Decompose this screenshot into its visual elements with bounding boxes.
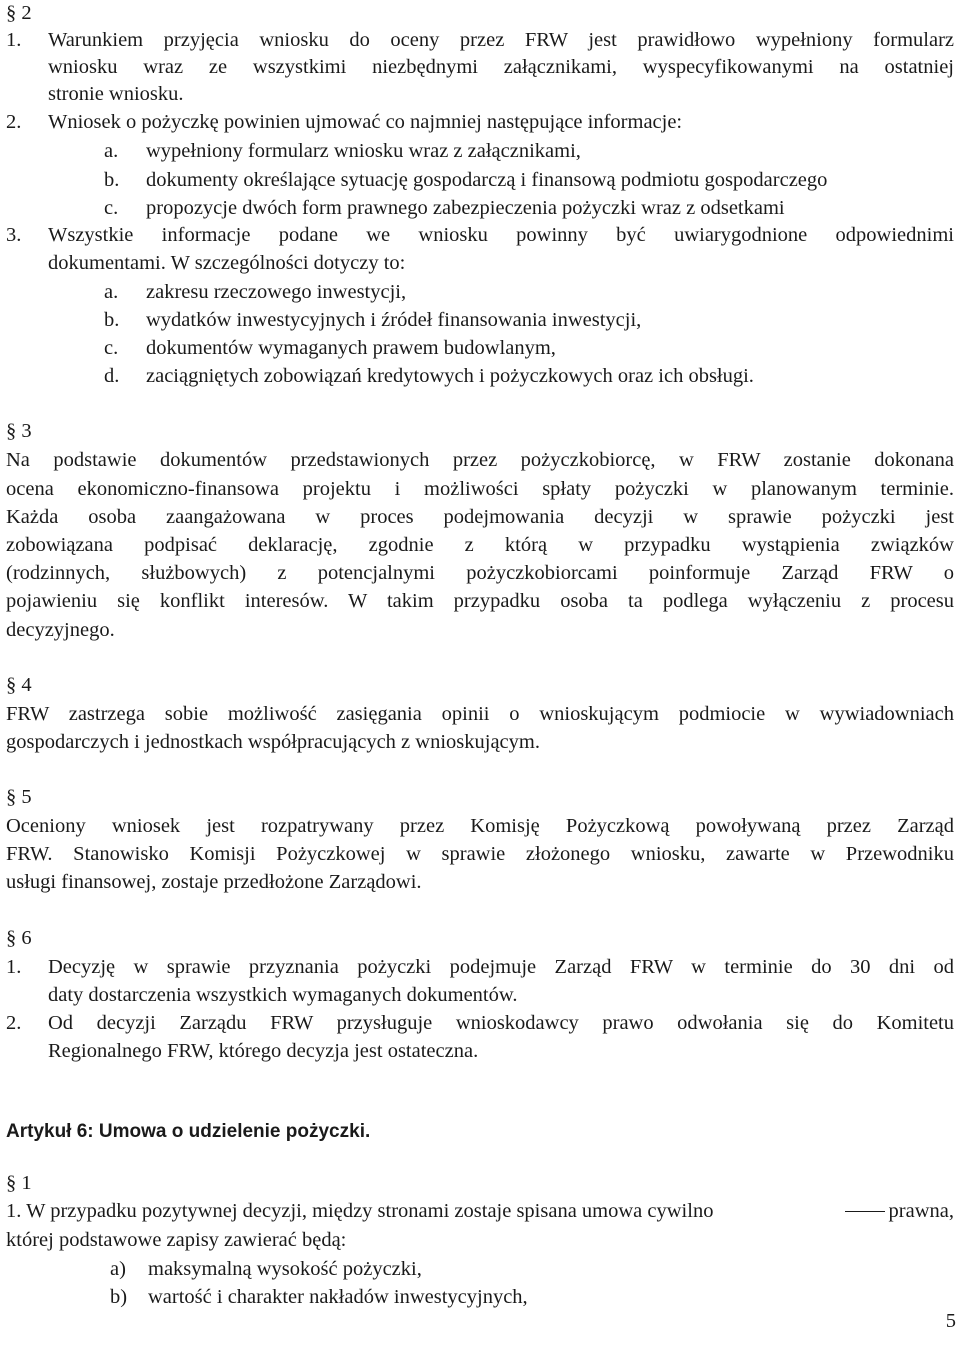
s2-item-3d-label: d. [104, 365, 120, 387]
s2-item-3b-text: wydatków inwestycyjnych i źródeł finansowania inwestycji, [146, 309, 642, 331]
s5-line-1: Oceniony wniosek jest rozpatrywany przez Komisję Pożyczkową powoływaną przez Zarząd [6, 815, 954, 837]
s2-item-3d-text: zaciągniętych zobowiązań kredytowych i pożyczkowych oraz ich obsługi. [146, 365, 754, 387]
s3-line-1: Na podstawie dokumentów przedstawionych przez pożyczkobiorcę, w FRW zostanie dokonana [6, 449, 954, 471]
section-5-heading: § 5 [6, 786, 32, 808]
s2-item-2a-label: a. [104, 140, 119, 162]
s6-item-2-number: 2. [6, 1012, 22, 1034]
s3-line-2: ocena ekonomiczno-finansowa projektu i możliwości spłaty pożyczki w planowanym terminie. [6, 478, 954, 500]
article-heading: Artykuł 6: Umowa o udzielenie pożyczki. [6, 1121, 371, 1142]
s5-line-2: FRW. Stanowisko Komisji Pożyczkowej w sprawie złożonego wniosku, zawarte w Przewodniku [6, 843, 954, 865]
s2-item-2c-text: propozycje dwóch form prawnego zabezpieczenia pożyczki wraz z odsetkami [146, 197, 785, 219]
s2-item-3-line-2: dokumentami. W szczególności dotyczy to: [48, 252, 406, 274]
s3-line-3: Każda osoba zaangażowana w proces podejmowania decyzji w sprawie pożyczki jest [6, 506, 954, 528]
article-item-b-text: wartość i charakter nakładów inwestycyjnych, [148, 1286, 528, 1308]
s2-item-3c-text: dokumentów wymaganych prawem budowlanym, [146, 337, 556, 359]
s6-item-2-line-2: Regionalnego FRW, którego decyzja jest ostateczna. [48, 1040, 479, 1062]
s4-line-1: FRW zastrzega sobie możliwość zasięgania opinii o wnioskującym podmiocie w wywiadowniach [6, 703, 954, 725]
article-item-b-label: b) [110, 1286, 128, 1308]
s2-item-2b-text: dokumenty określające sytuację gospodarczą i finansową podmiotu gospodarczego [146, 169, 828, 191]
s6-item-1-line-1: Decyzję w sprawie przyznania pożyczki podejmuje Zarząd FRW w terminie do 30 dni od [48, 956, 954, 978]
s3-line-6: pojawieniu się konflikt interesów. W takim przypadku osoba ta podlega wyłączeniu z procesu [6, 590, 954, 612]
s2-item-3b-label: b. [104, 309, 120, 331]
s5-line-3: usługi finansowej, zostaje przedłożone Zarządowi. [6, 871, 422, 893]
s2-item-1-number: 1. [6, 29, 22, 51]
article-line-1-text: 1. W przypadku pozytywnej decyzji, między stronami zostaje spisana umowa cywilno [6, 1200, 714, 1222]
s2-item-2c-label: c. [104, 197, 119, 219]
s2-item-1-line-2: wniosku wraz ze wszystkimi niezbędnymi załącznikami, wyspecyfikowanymi na ostatniej [48, 56, 954, 78]
s3-line-7: decyzyjnego. [6, 619, 115, 641]
em-dash [845, 1211, 885, 1212]
s2-item-3-number: 3. [6, 224, 22, 246]
section-4-heading: § 4 [6, 674, 32, 696]
s6-item-1-number: 1. [6, 956, 22, 978]
s2-item-1-line-3: stronie wniosku. [48, 83, 184, 105]
article-line-1 [6, 1198, 954, 1224]
s6-item-2-line-1: Od decyzji Zarządu FRW przysługuje wnioskodawcy prawo odwołania się do Komitetu [48, 1012, 954, 1034]
article-item-a-text: maksymalną wysokość pożyczki, [148, 1258, 422, 1280]
s3-line-5: (rodzinnych, służbowych) z potencjalnymi pożyczkobiorcami poinformuje Zarząd FRW o [6, 562, 954, 584]
article-line-2: której podstawowe zapisy zawierać będą: [6, 1229, 347, 1251]
article-line-1-tail [841, 1198, 954, 1224]
s2-item-3-line-1: Wszystkie informacje podane we wniosku powinny być uwiarygodnione odpowiednimi [48, 224, 954, 246]
s2-item-2-text: Wniosek o pożyczkę powinien ujmować co najmniej następujące informacje: [48, 111, 683, 133]
s2-item-2a-text: wypełniony formularz wniosku wraz z załącznikami, [146, 140, 581, 162]
article-section-1-heading: § 1 [6, 1172, 32, 1194]
s4-line-2: gospodarczych i jednostkach współpracujących z wnioskującym. [6, 731, 540, 753]
s2-item-2b-label: b. [104, 169, 120, 191]
section-3-heading: § 3 [6, 420, 32, 442]
s6-item-1-line-2: daty dostarczenia wszystkich wymaganych dokumentów. [48, 984, 518, 1006]
s2-item-3c-label: c. [104, 337, 119, 359]
article-item-a-label: a) [110, 1258, 126, 1280]
s3-line-4: zobowiązana podpisać deklarację, zgodnie z którą w przypadku wystąpienia związków [6, 534, 954, 556]
page-number: 5 [945, 1310, 956, 1332]
s2-item-2-number: 2. [6, 111, 22, 133]
section-2-heading: § 2 [6, 2, 32, 24]
section-6-heading: § 6 [6, 927, 32, 949]
article-line-1-end: prawna, [888, 1200, 954, 1222]
s2-item-3a-label: a. [104, 281, 119, 303]
s2-item-3a-text: zakresu rzeczowego inwestycji, [146, 281, 407, 303]
s2-item-1-line-1: Warunkiem przyjęcia wniosku do oceny przez FRW jest prawidłowo wypełniony formularz [48, 29, 954, 51]
